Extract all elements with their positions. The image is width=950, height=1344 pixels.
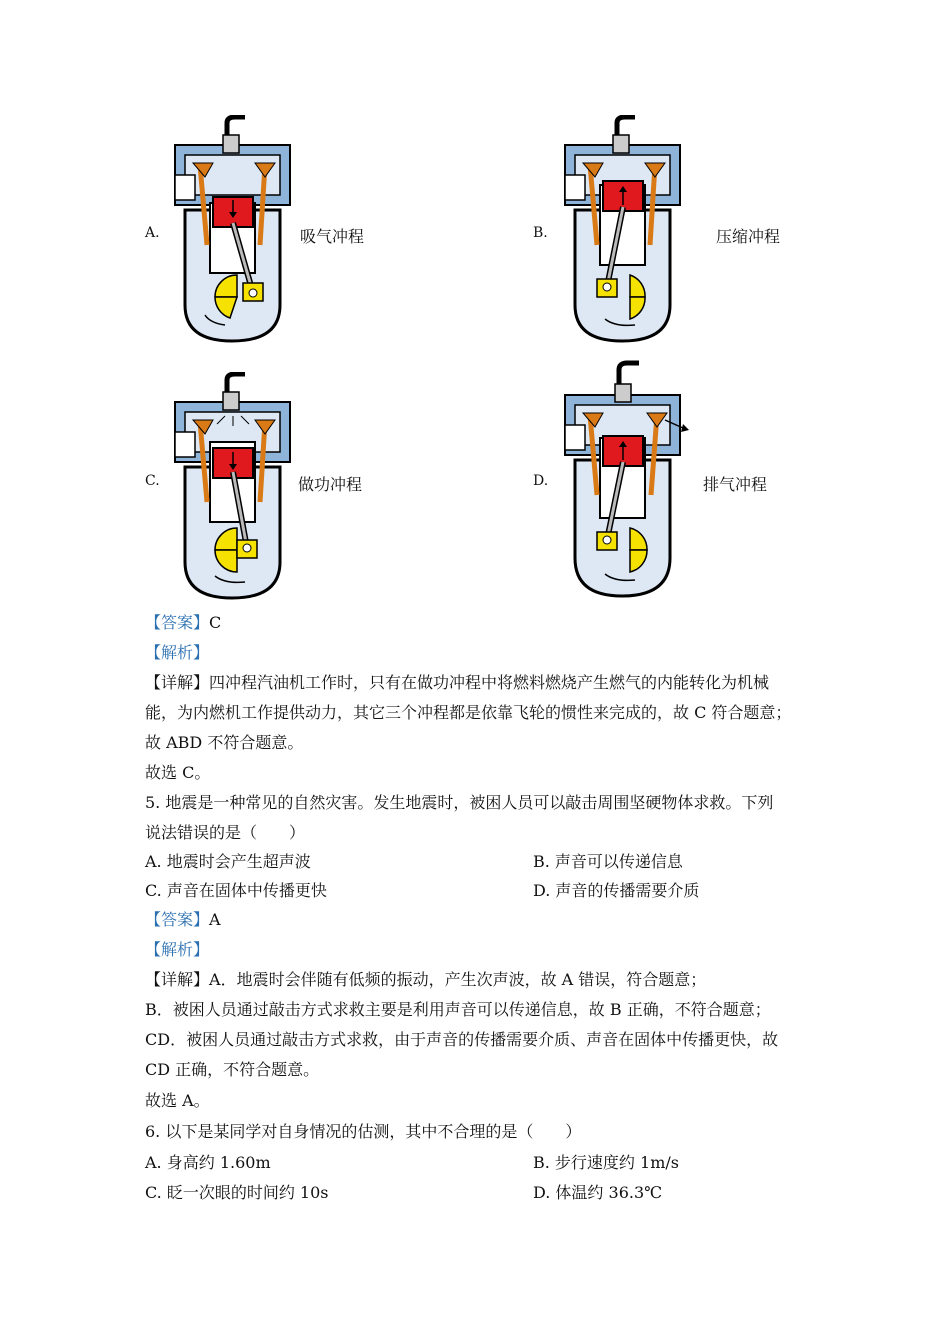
- option-b-label: 压缩冲程: [716, 227, 781, 246]
- engine-diagram-exhaust: [555, 360, 695, 600]
- q5-answer-line: [145, 909, 221, 931]
- q5-conclusion: 故选 A。: [145, 1091, 210, 1110]
- q5-option-b: B. 声音可以传递信息: [533, 852, 683, 871]
- option-a-letter: A.: [145, 225, 160, 241]
- q4-answer-line: [145, 612, 221, 634]
- q6-option-c: C. 眨一次眼的时间约 10s: [145, 1183, 329, 1202]
- q5-detail-line-2: B．被困人员通过敲击方式求救主要是利用声音可以传递信息，故 B 正确，不符合题意；: [145, 1000, 771, 1019]
- q5-option-d: D. 声音的传播需要介质: [533, 881, 700, 900]
- q5-answer: A: [209, 910, 221, 929]
- q4-detail-line-2: 能，为内燃机工作提供动力，其它三个冲程都是依靠飞轮的惯性来完成的，故 C 符合题意；: [145, 703, 792, 722]
- q5-stem-1: 5. 地震是一种常见的自然灾害。发生地震时，被困人员可以敲击周围坚硬物体求救。下列: [145, 793, 774, 812]
- q5-detail-tag: 【详解】: [145, 970, 210, 989]
- option-c-letter: C.: [145, 473, 160, 489]
- q5-option-c: C. 声音在固体中传播更快: [145, 881, 327, 900]
- q5-answer-tag: 【答案】: [145, 910, 210, 929]
- option-a-label: 吸气冲程: [300, 227, 365, 246]
- engine-diagram-power: [165, 372, 300, 602]
- q4-detail-line-3: 故 ABD 不符合题意。: [145, 733, 304, 752]
- q5-detail-line-4: CD 正确，不符合题意。: [145, 1060, 320, 1079]
- q4-conclusion: 故选 C。: [145, 763, 211, 782]
- q5-stem-2: 说法错误的是（ ）: [145, 823, 306, 842]
- q4-answer: C: [209, 613, 222, 632]
- option-c-label: 做功冲程: [298, 475, 363, 494]
- q4-answer-tag: 【答案】: [145, 613, 210, 632]
- q5-analysis-tag: 【解析】: [145, 940, 210, 959]
- option-d-letter: D.: [533, 473, 549, 489]
- q5-detail-line-1: [145, 969, 706, 991]
- q6-option-a: A. 身高约 1.60m: [145, 1153, 271, 1172]
- q6-stem: 6. 以下是某同学对自身情况的估测，其中不合理的是（ ）: [145, 1122, 582, 1141]
- q6-option-d: D. 体温约 36.3℃: [533, 1183, 663, 1202]
- option-b-letter: B.: [533, 225, 548, 241]
- q4-analysis-tag: 【解析】: [145, 643, 210, 662]
- q5-detail-line-3: CD．被困人员通过敲击方式求救，由于声音的传播需要介质、声音在固体中传播更快，故: [145, 1030, 779, 1049]
- q4-detail-text-1: 四冲程汽油机工作时，只有在做功冲程中将燃料燃烧产生燃气的内能转化为机械: [209, 673, 770, 692]
- engine-diagram-compression: [555, 115, 690, 345]
- option-d-label: 排气冲程: [703, 475, 768, 494]
- q5-detail-text-1: A．地震时会伴随有低频的振动，产生次声波，故 A 错误，符合题意；: [209, 970, 707, 989]
- q4-detail-tag: 【详解】: [145, 673, 210, 692]
- q4-detail-line-1: [145, 672, 769, 694]
- engine-diagram-intake: [165, 115, 300, 345]
- q6-option-b: B. 步行速度约 1m/s: [533, 1153, 679, 1172]
- q5-option-a: A. 地震时会产生超声波: [145, 852, 311, 871]
